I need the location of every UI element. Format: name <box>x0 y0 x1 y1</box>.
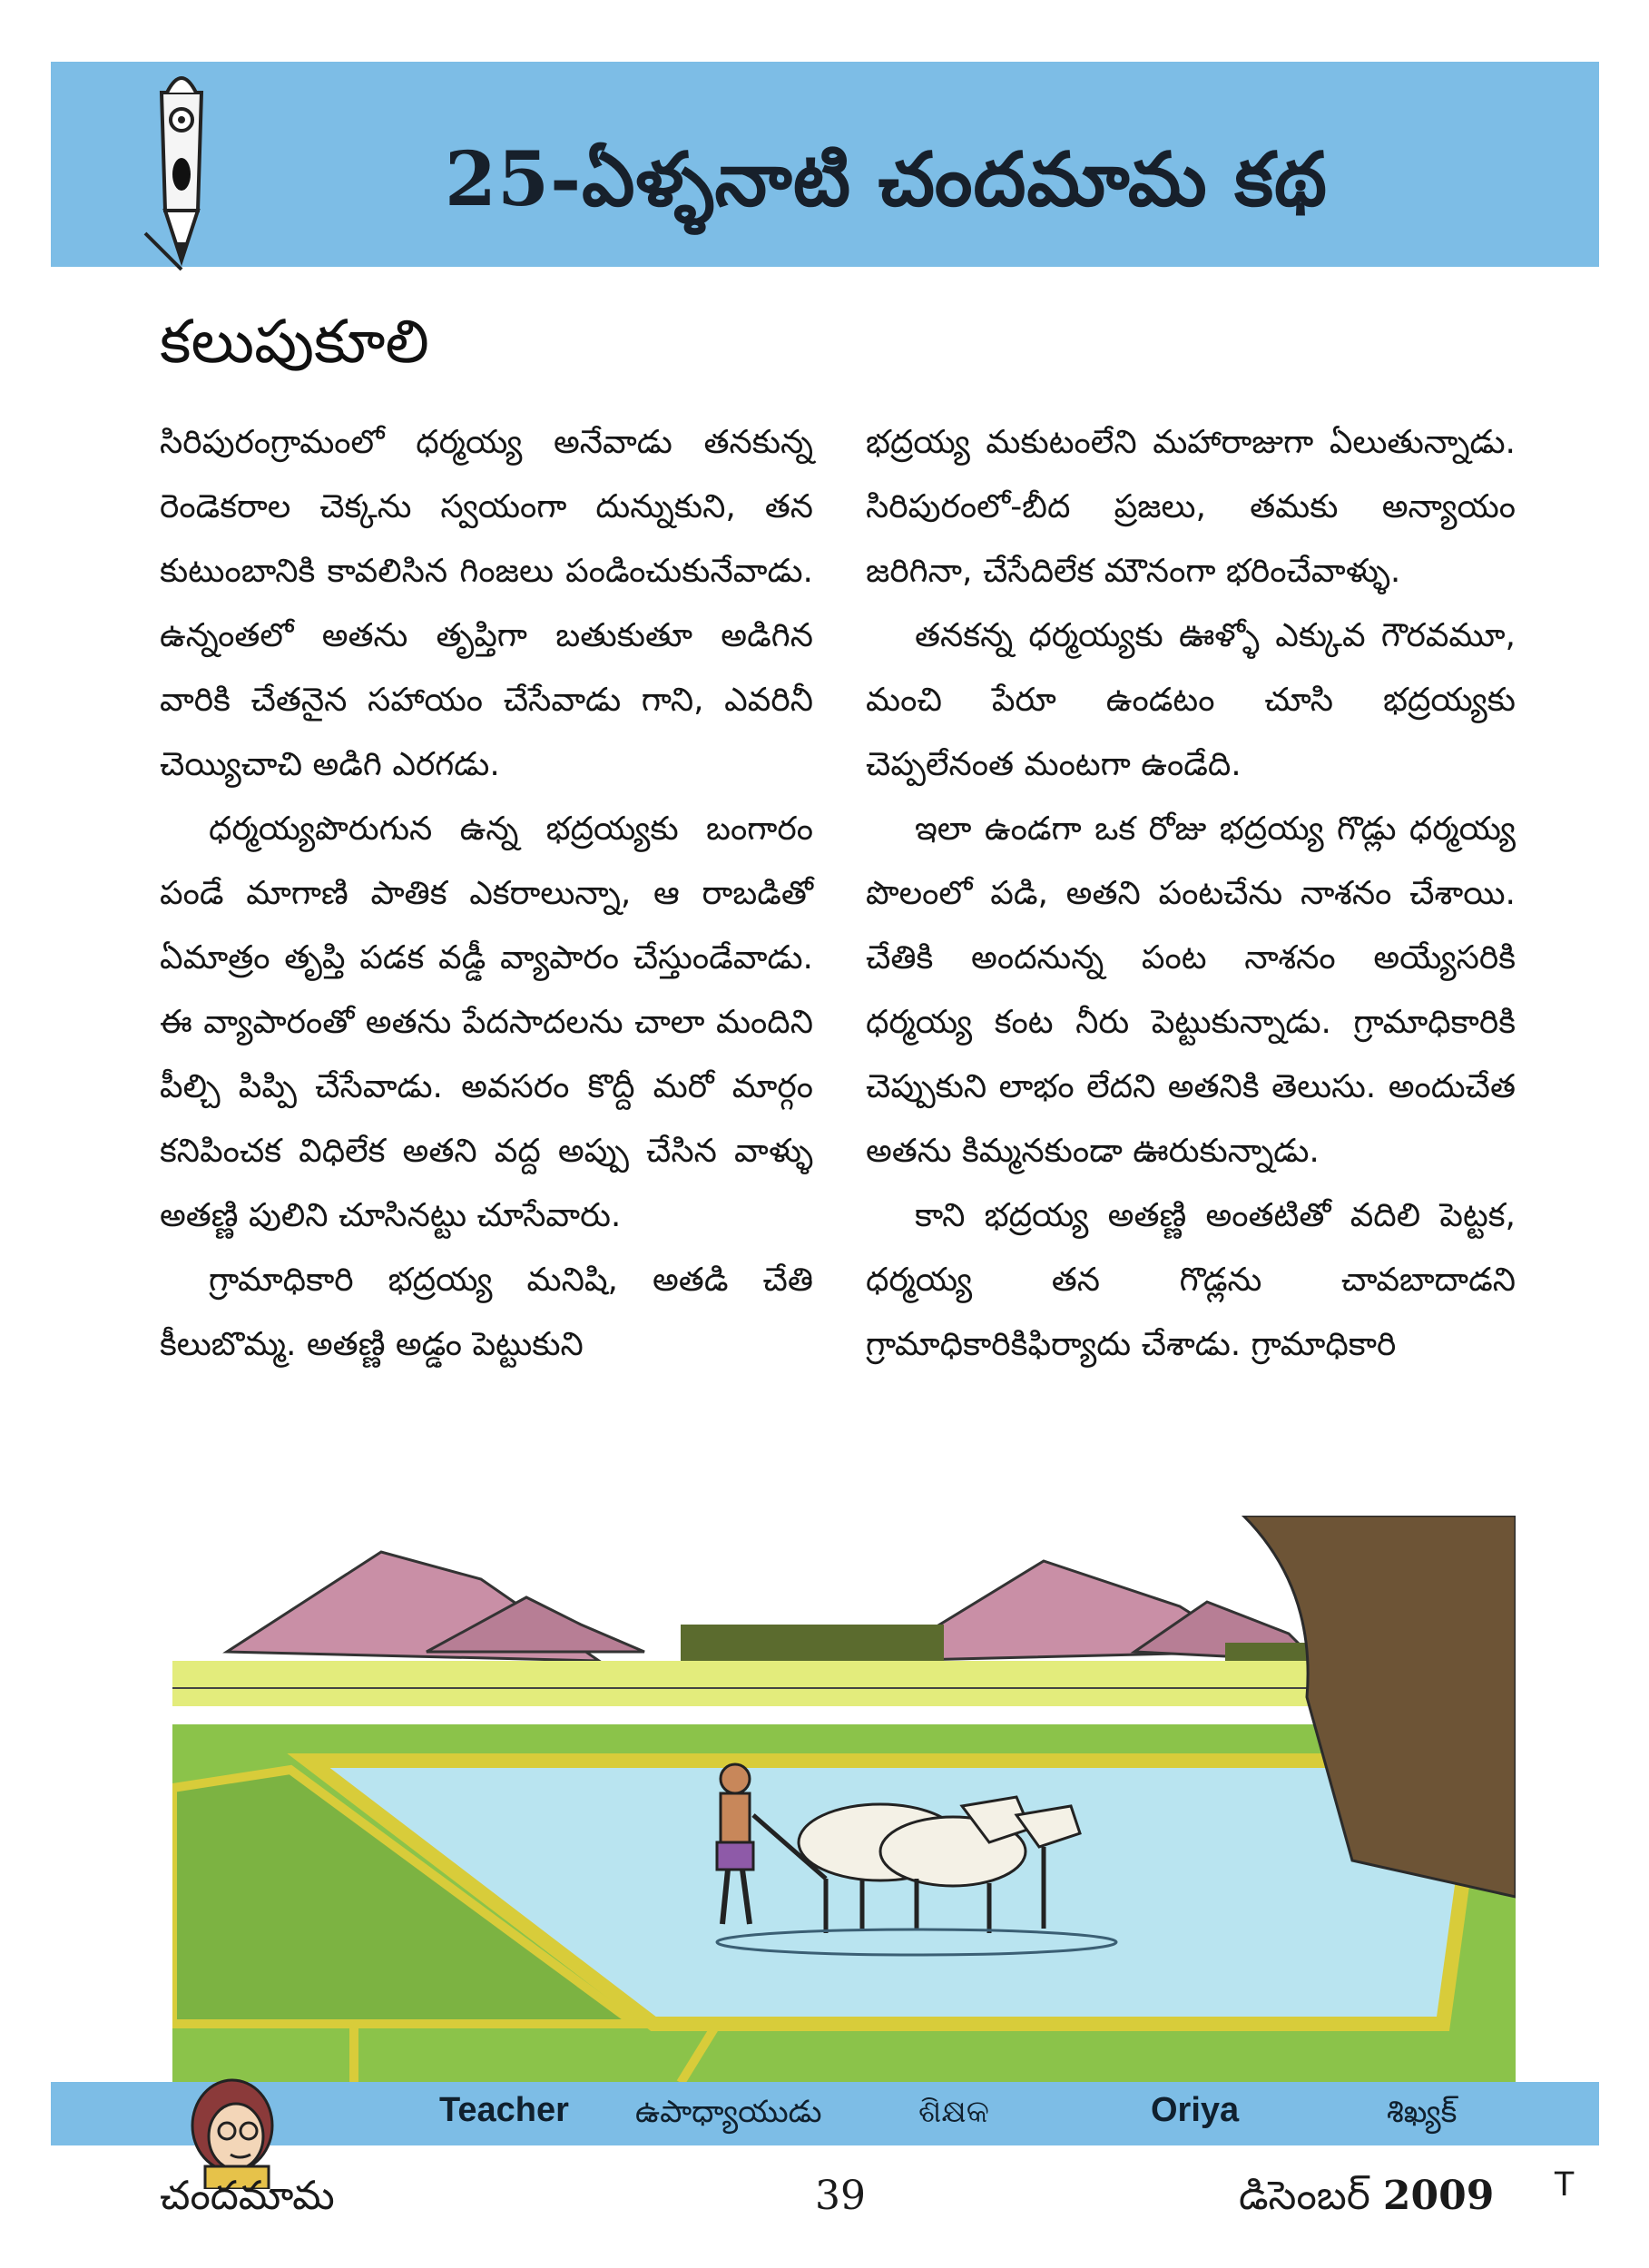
pencil-mascot-icon <box>127 56 236 279</box>
paragraph: ఇలా ఉండగా ఒక రోజు భద్రయ్య గొడ్లు ధర్మయ్య పొలంలో పడి, అతని పంటచేను నాశనం చేశాయి. చేతికి అందనున్న పంట నాశనం అయ్యేసరికి ధర్మయ్య కంట నీరు పెట్టుకున్నాడు. గ్రామాధికారికి చెప్పుకుని లాభం లేదని అతనికి తెలుసు. అందుచేత అతను కిమ్మనకుండా ఊరుకున్నాడు. <box>866 810 1516 1170</box>
vocab-language: Oriya <box>1151 2091 1240 2129</box>
vocab-telugu: ఉపాధ్యాయుడు <box>635 2095 822 2129</box>
paragraph: సిరిపురంగ్రామంలో ధర్మయ్య అనేవాడు తనకున్న రెండెకరాల చెక్కను స్వయంగా దున్నుకుని, తన కుటుంబానికి కావలిసిన గింజలు పండించుకునేవాడు. ఉన్నంతలో అతను తృప్తిగా బతుకుతూ అడిగిన వారికి చేతనైన సహాయం చేసేవాడు గాని, ఎవరినీ చెయ్యిచాచి అడిగి ఎరగడు. <box>160 424 813 783</box>
corner-mark: T <box>1554 2165 1575 2204</box>
issue-year: 2009 <box>1382 2173 1495 2219</box>
vocab-oriya-script: ଶିକ୍ଷକ <box>918 2095 989 2129</box>
teacher-avatar-icon <box>178 2071 287 2189</box>
issue-date <box>1239 2173 1494 2229</box>
paragraph: భద్రయ్య మకుటంలేని మహారాజుగా ఏలుతున్నాడు. సిరిపురంలో-బీద ప్రజలు, తమకు అన్యాయం జరిగినా, చేసేదిలేక మౌనంగా భరించేవాళ్ళు. <box>866 424 1516 590</box>
paragraph: ధర్మయ్యపొరుగున ఉన్న భద్రయ్యకు బంగారం పండే మాగాణి పాతిక ఎకరాలున్నా, ఆ రాబడితో ఏమాత్రం తృప్తి పడక వడ్డీ వ్యాపారం చేస్తుండేవాడు. ఈ వ్యాపారంతో అతను పేదసాదలను చాలా మందిని పీల్చి పిప్పి చేసేవాడు. అవసరం కొద్దీ మరో మార్గం కనిపించక విధిలేక అతని వద్ద అప్పు చేసిన వాళ్ళు అతణ్ణి పులిని చూసినట్టు చూసేవారు. <box>160 810 813 1234</box>
page-number: 39 <box>815 2173 866 2219</box>
story-column-right <box>866 410 1516 1377</box>
paragraph: తనకన్న ధర్మయ్యకు ఊళ్ళో ఎక్కువ గౌరవమూ, మంచి పేరూ ఉండటం చూసి భద్రయ్యకు చెప్పలేనంత మంటగా ఉండేది. <box>866 617 1516 783</box>
issue-month: డిసెంబర్ <box>1239 2173 1370 2219</box>
paragraph: గ్రామాధికారి భద్రయ్య మనిషి, అతడి చేతి కీలుబొమ్మ. అతణ్ణి అడ్డం పెట్టుకుని <box>160 1262 813 1363</box>
vocab-transliteration: శిఖ్యక్ <box>1387 2095 1458 2129</box>
story-column-left <box>160 410 813 1377</box>
page-title: 25-ఏళ్ళనాటి చందమామ కథ <box>445 136 1328 223</box>
story-illustration <box>172 1516 1516 2083</box>
vocab-english: Teacher <box>439 2091 569 2129</box>
story-title: కలుపుకూలి <box>160 307 429 377</box>
magazine-name: చందమామ <box>160 2173 335 2219</box>
paragraph: కాని భద్రయ్య అతణ్ణి అంతటితో వదిలి పెట్టక, ధర్మయ్య తన గొడ్లను చావబాదాడని గ్రామాధికారికిఫిర్యాదు చేశాడు. గ్రామాధికారి <box>866 1197 1516 1363</box>
